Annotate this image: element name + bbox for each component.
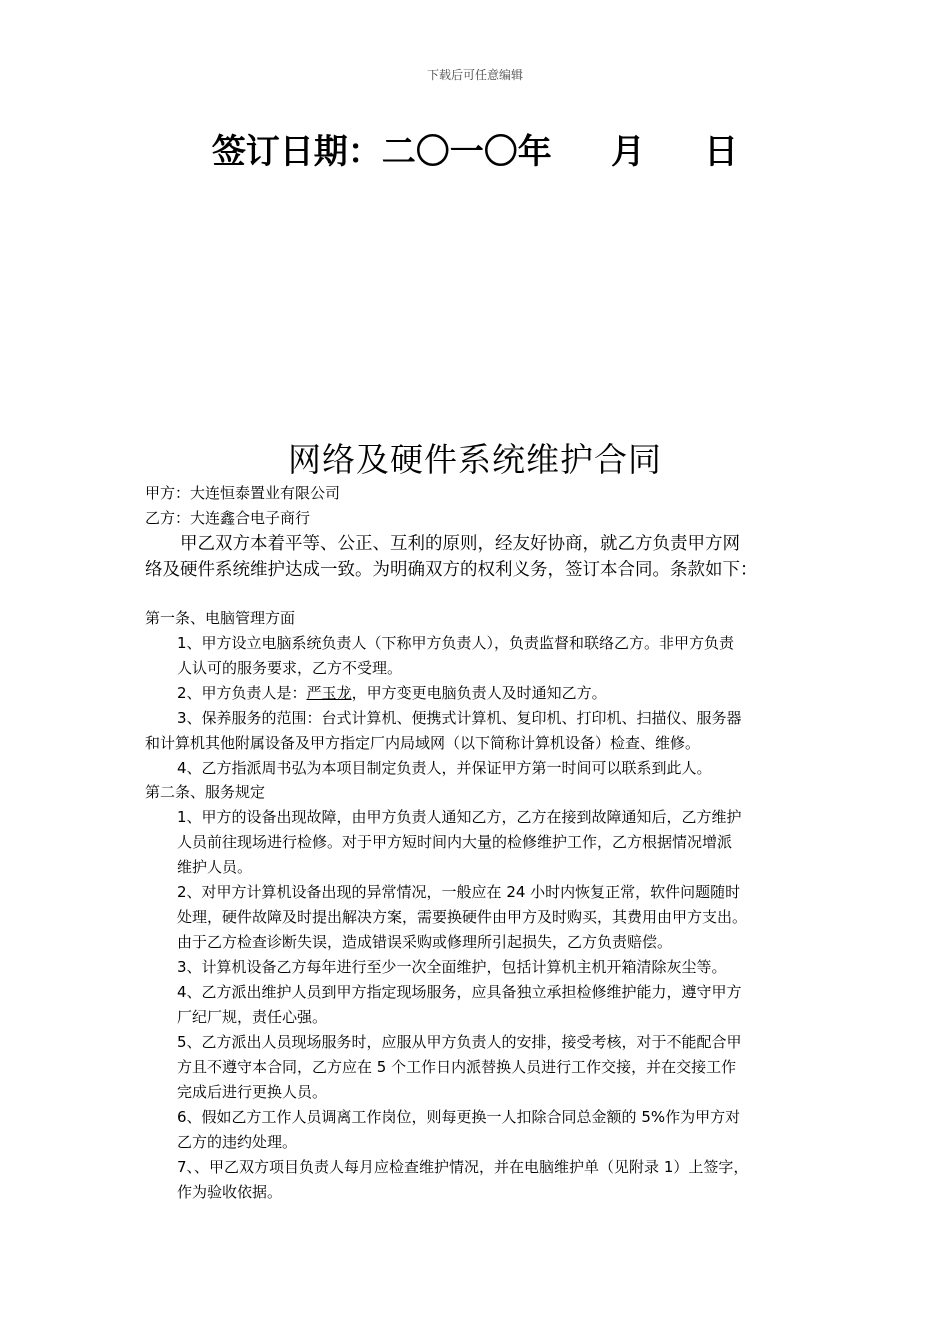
article-heading: 第一条、电脑管理方面 [145, 609, 296, 627]
clause-line: 完成后进行更换人员。 [177, 1083, 328, 1101]
clause-line [177, 681, 607, 706]
clause-line: 4、乙方指派周书弘为本项目制定负责人，并保证甲方第一时间可以联系到此人。 [177, 759, 712, 777]
clause-line: 人员前往现场进行检修。对于甲方短时间内大量的检修维护工作，乙方根据情况增派 [177, 833, 733, 851]
contact-prefix: 2、甲方负责人是： [177, 684, 307, 702]
header-note: 下载后可任意编辑 [426, 68, 523, 82]
clause-line: 2、对甲方计算机设备出现的异常情况，一般应在 24 小时内恢复正常，软件问题随时 [177, 883, 741, 901]
clause-line: 维护人员。 [177, 858, 253, 876]
clause-line: 3、保养服务的范围：台式计算机、便携式计算机、复印机、打印机、扫描仪、服务器 [177, 709, 742, 727]
clause-line: 3、计算机设备乙方每年进行至少一次全面维护，包括计算机主机开箱清除灰尘等。 [177, 958, 727, 976]
clause-line: 方且不遵守本合同，乙方应在 5 个工作日内派替换人员进行工作交接，并在交接工作 [177, 1058, 737, 1076]
clause-line: 和计算机其他附属设备及甲方指定厂内局域网（以下简称计算机设备）检查、维修。 [145, 734, 701, 752]
clause-line: 由于乙方检查诊断失误，造成错误采购或修理所引起损失，乙方负责赔偿。 [177, 933, 673, 951]
party-b: 乙方：大连鑫合电子商行 [145, 509, 311, 527]
party-a: 甲方：大连恒泰置业有限公司 [145, 484, 341, 502]
clause-line: 4、乙方派出维护人员到甲方指定现场服务，应具备独立承担检修维护能力，遵守甲方 [177, 983, 742, 1001]
clause-line: 1、甲方设立电脑系统负责人（下称甲方负责人），负责监督和联络乙方。非甲方负责 [177, 634, 735, 652]
article-heading: 第二条、服务规定 [145, 783, 266, 801]
intro-line: 甲乙双方本着平等、公正、互利的原则，经友好协商，就乙方负责甲方网 [145, 534, 740, 554]
clause-line: 6、假如乙方工作人员调离工作岗位，则每更换一人扣除合同总金额的 5%作为甲方对 [177, 1108, 741, 1126]
clause-line: 作为验收依据。 [177, 1183, 283, 1201]
contact-suffix: ，甲方变更电脑负责人及时通知乙方。 [351, 684, 607, 702]
clause-line: 厂纪厂规，责任心强。 [177, 1008, 328, 1026]
contact-name: 严玉龙 [306, 684, 352, 702]
clause-line: 人认可的服务要求，乙方不受理。 [177, 659, 403, 677]
clause-line: 5、乙方派出人员现场服务时，应服从甲方负责人的安排，接受考核，对于不能配合甲 [177, 1033, 742, 1051]
sign-date: 签订日期：二〇一〇年 月 日 [211, 132, 739, 172]
clause-line: 处理，硬件故障及时提出解决方案，需要换硬件由甲方及时购买，其费用由甲方支出。 [177, 908, 748, 926]
intro-line: 络及硬件系统维护达成一致。为明确双方的权利义务，签订本合同。条款如下： [145, 560, 758, 580]
clause-line: 乙方的违约处理。 [177, 1133, 298, 1151]
clause-line: 1、甲方的设备出现故障，由甲方负责人通知乙方，乙方在接到故障通知后，乙方维护 [177, 808, 742, 826]
contract-title: 网络及硬件系统维护合同 [288, 440, 662, 479]
clause-line: 7、、甲乙双方项目负责人每月应检查维护情况，并在电脑维护单（见附录 1）上签字， [177, 1158, 749, 1176]
